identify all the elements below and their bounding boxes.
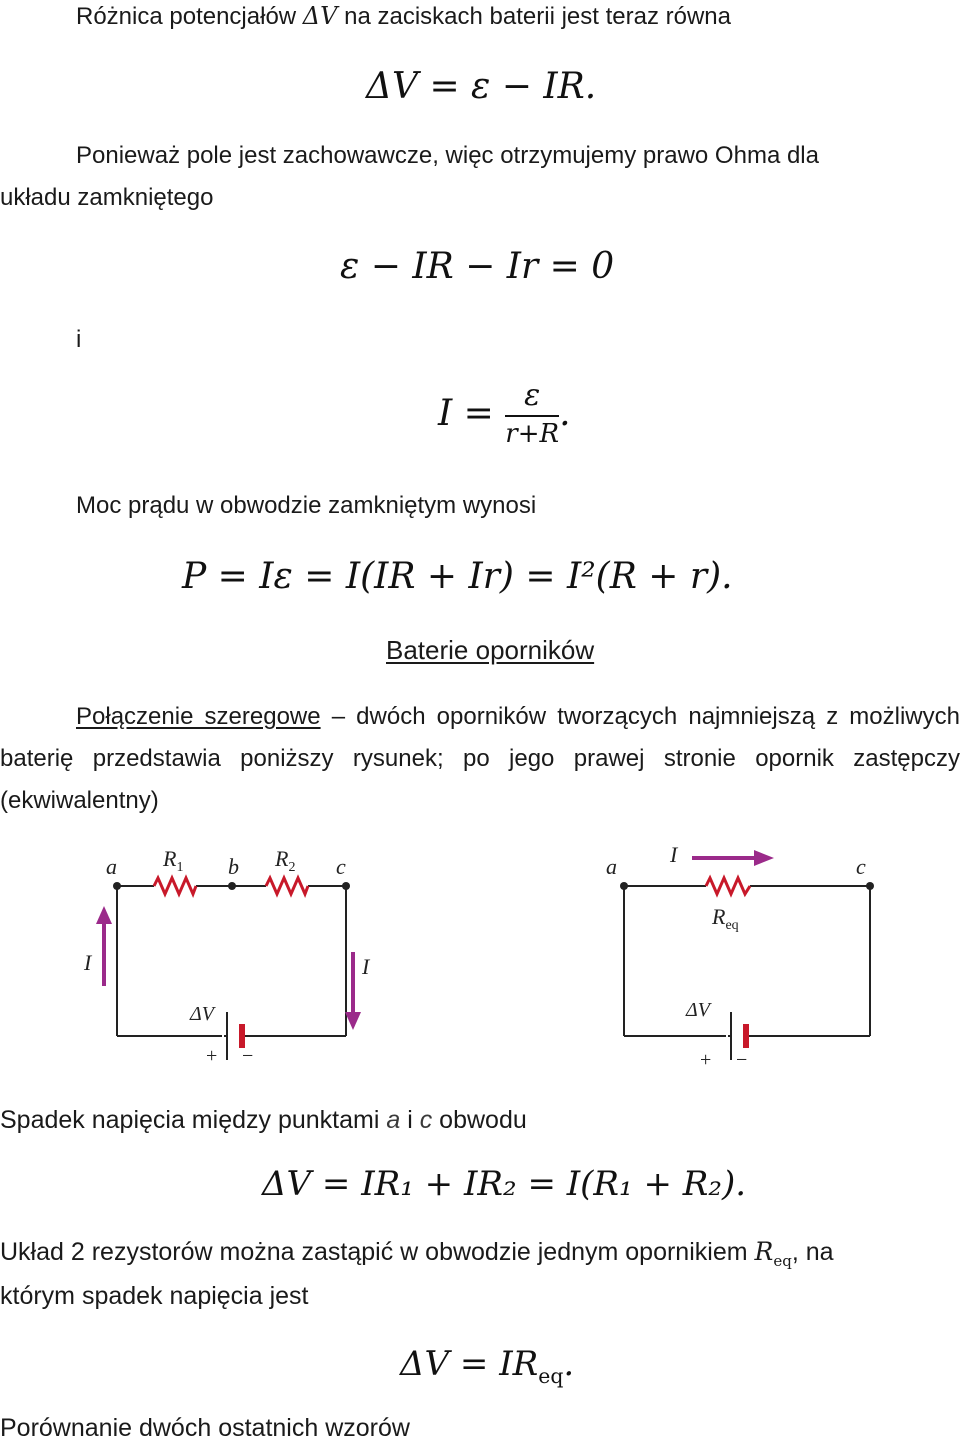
eq6-dot: . <box>563 1344 575 1384</box>
battery-short-plate-right <box>743 1024 749 1048</box>
eq6-main: ΔV = IR <box>400 1344 539 1384</box>
paragraph-ohm-line2: układu zamkniętego <box>0 184 214 211</box>
paragraph-equivalent-line2: którym spadek napięcia jest <box>0 1282 309 1310</box>
p1-after: na zaciskach baterii jest teraz równa <box>344 3 731 30</box>
series-term: Połączenie szeregowe <box>76 703 321 730</box>
label-req: $R_{eq}$ <box>712 904 739 933</box>
node-c-right <box>866 882 874 890</box>
label-plus-left: + <box>206 1045 218 1067</box>
label-b: b <box>228 854 239 879</box>
label-a-right: a <box>606 854 617 879</box>
p6-after: , na <box>791 1238 834 1266</box>
eq3-lhs: I = <box>438 393 494 434</box>
p5-point-a: a <box>386 1106 401 1134</box>
conjunction-i: i <box>76 326 82 353</box>
arrow-up-current <box>96 906 112 924</box>
p5-after: obwodu <box>439 1106 527 1134</box>
eq3-denominator: r+R <box>505 419 560 449</box>
p6-before: Układ 2 rezystorów można zastąpić w obwodzie jednym opornikiem <box>0 1238 748 1266</box>
arrow-down-current <box>345 1012 361 1030</box>
section-heading: Baterie oporników <box>386 635 595 665</box>
eq6-sub: eq <box>538 1363 564 1388</box>
equation-kirchhoff: ε − IR − Ir = 0 <box>340 246 615 287</box>
label-r1: $R_1$ <box>163 846 184 875</box>
series-description: – dwóch oporników tworzących najmniejszą z możliwych baterię przedstawia poniższy rysunek; po jego prawej stronie opornik zastępczy (ekwiwalentny) <box>0 703 960 814</box>
node-a-left <box>113 882 121 890</box>
paragraph-potential-difference <box>76 2 731 31</box>
p1-before: Różnica potencjałów <box>76 3 297 30</box>
equation-series-drop: ΔV = IR₁ + IR₂ = I(R₁ + R₂). <box>262 1164 747 1204</box>
label-current-top: I <box>670 842 678 867</box>
arrow-right-current <box>754 850 774 866</box>
equation-current <box>438 378 571 449</box>
eq3-numerator: ε <box>505 378 559 417</box>
label-c-left: c <box>336 854 346 879</box>
circuit-figures <box>0 840 960 1080</box>
label-minus-right: − <box>736 1049 748 1071</box>
label-dv-left: ΔV <box>190 1003 214 1025</box>
equation-power: P = Iε = I(IR + Ir) = I²(R + r). <box>182 556 733 597</box>
paragraph-voltage-drop <box>0 1106 527 1134</box>
node-a-right <box>620 882 628 890</box>
node-b <box>228 882 236 890</box>
equation-equivalent <box>400 1344 574 1388</box>
paragraph-series <box>0 696 960 822</box>
label-c-right: c <box>856 854 866 879</box>
node-c-left <box>342 882 350 890</box>
label-plus-right: + <box>700 1049 712 1071</box>
paragraph-comparison: Porównanie dwóch ostatnich wzorów <box>0 1414 410 1442</box>
eq3-dot: . <box>559 393 571 434</box>
label-r2: $R_2$ <box>275 846 296 875</box>
paragraph-power: Moc prądu w obwodzie zamkniętym wynosi <box>76 492 537 519</box>
eq3-fraction <box>505 378 559 449</box>
equation-terminal-voltage: ΔV = ε − IR. <box>366 66 597 107</box>
paragraph-equivalent-line1 <box>0 1238 834 1275</box>
label-current-left: I <box>84 950 92 975</box>
label-a-left: a <box>106 854 117 879</box>
p5-mid: i <box>407 1106 413 1134</box>
label-current-right: I <box>362 954 370 979</box>
p6-symbol: $R_{eq}$ <box>754 1237 792 1270</box>
p5-point-c: c <box>419 1106 433 1134</box>
label-dv-right: ΔV <box>686 999 710 1021</box>
p1-symbol: ΔV <box>302 2 338 30</box>
p5-before: Spadek napięcia między punktami <box>0 1106 380 1134</box>
paragraph-ohm-line1: Ponieważ pole jest zachowawcze, więc otrzymujemy prawo Ohma dla <box>76 142 819 169</box>
label-minus-left: − <box>242 1045 254 1067</box>
